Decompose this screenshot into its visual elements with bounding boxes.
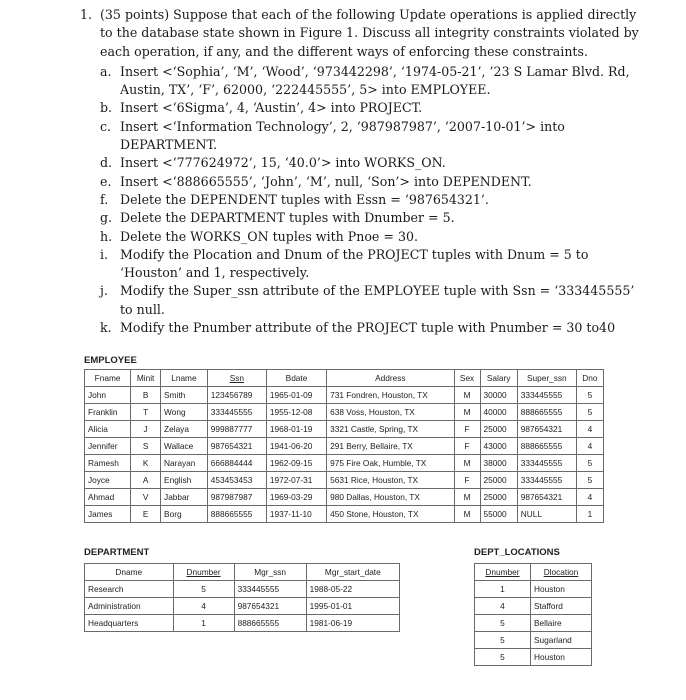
column-header: Super_ssn	[517, 370, 576, 387]
column-header: Dnumber	[173, 564, 234, 581]
table-cell: 333445555	[517, 472, 576, 489]
table-cell: 4	[173, 598, 234, 615]
table-cell: V	[131, 489, 161, 506]
item-letter: e.	[100, 173, 112, 189]
table-cell: Headquarters	[85, 615, 174, 632]
table-header-row	[85, 564, 400, 581]
table-cell: 30000	[480, 387, 517, 404]
table-cell: Smith	[161, 387, 208, 404]
table-cell: 1972-07-31	[266, 472, 326, 489]
operation-item-c	[80, 118, 640, 155]
column-header: Dno	[576, 370, 603, 387]
table-cell: 987654321	[234, 598, 306, 615]
table-cell: John	[85, 387, 131, 404]
table-cell: 4	[576, 421, 603, 438]
table-cell: 1937-11-10	[266, 506, 326, 523]
table-cell: 1995-01-01	[306, 598, 399, 615]
table-row	[85, 404, 604, 421]
table-cell: 1	[576, 506, 603, 523]
table-cell: A	[131, 472, 161, 489]
table-row	[475, 649, 592, 666]
table-row	[475, 598, 592, 615]
table-cell: 731 Fondren, Houston, TX	[327, 387, 454, 404]
table-cell: 1962-09-15	[266, 455, 326, 472]
item-text: Insert <‘6Sigma’, 4, ‘Austin’, 4> into PROJECT.	[120, 100, 423, 116]
operation-item-j	[80, 282, 640, 319]
item-text: Insert <‘Sophia’, ‘M’, ‘Wood’, ‘973442298’, ‘1974-05-21’, ’23 S Lamar Blvd. Rd, Austin, TX’, ‘F’, 62000, ‘222445555’, 5> into EMPLOYEE.	[120, 63, 630, 98]
table-cell: E	[131, 506, 161, 523]
table-cell: M	[454, 455, 480, 472]
table-cell: Joyce	[85, 472, 131, 489]
table-cell: Wallace	[161, 438, 208, 455]
item-text: Insert <‘Information Technology’, 2, ‘987987987’, ‘2007-10-01’> into DEPARTMENT.	[120, 118, 565, 153]
column-header: Bdate	[266, 370, 326, 387]
item-letter: i.	[100, 246, 109, 262]
table-cell: 5	[475, 615, 531, 632]
table-cell: 25000	[480, 421, 517, 438]
table-cell: 38000	[480, 455, 517, 472]
table-cell: 1988-05-22	[306, 581, 399, 598]
table-cell: K	[131, 455, 161, 472]
table-row	[475, 615, 592, 632]
dept-locations-table	[474, 563, 592, 666]
table-cell: 5	[475, 632, 531, 649]
table-cell: Houston	[530, 649, 591, 666]
table-cell: M	[454, 506, 480, 523]
table-cell: B	[131, 387, 161, 404]
operation-item-a	[80, 63, 640, 100]
dept-locations-table-title: DEPT_LOCATIONS	[474, 547, 560, 558]
table-cell: 5	[576, 404, 603, 421]
table-cell: 1969-03-29	[266, 489, 326, 506]
table-cell: English	[161, 472, 208, 489]
table-cell: 40000	[480, 404, 517, 421]
table-cell: NULL	[517, 506, 576, 523]
table-cell: 43000	[480, 438, 517, 455]
item-text: Modify the Pnumber attribute of the PROJECT tuple with Pnumber = 30 to40	[120, 320, 616, 336]
table-row	[85, 421, 604, 438]
table-cell: 4	[576, 489, 603, 506]
table-row	[85, 489, 604, 506]
table-cell: 333445555	[207, 404, 266, 421]
table-row	[475, 581, 592, 598]
table-row	[85, 472, 604, 489]
operation-item-i	[80, 246, 640, 283]
table-cell: 25000	[480, 489, 517, 506]
column-header: Mgr_start_date	[306, 564, 399, 581]
table-cell: 1955-12-08	[266, 404, 326, 421]
table-cell: Jabbar	[161, 489, 208, 506]
table-cell: 1	[475, 581, 531, 598]
table-cell: 1968-01-19	[266, 421, 326, 438]
employee-table	[84, 369, 604, 523]
table-cell: T	[131, 404, 161, 421]
table-cell: 450 Stone, Houston, TX	[327, 506, 454, 523]
question-block	[80, 6, 640, 337]
table-cell: M	[454, 489, 480, 506]
question-intro: (35 points) Suppose that each of the following Update operations is applied directly to the database state shown in Figure 1. Discuss all integrity constraints violated by each operation, if any, and the different ways of enforcing these constraints.	[100, 7, 639, 59]
table-cell: Narayan	[161, 455, 208, 472]
table-cell: 638 Voss, Houston, TX	[327, 404, 454, 421]
column-header: Ssn	[207, 370, 266, 387]
operation-item-b	[80, 99, 640, 117]
table-row	[475, 632, 592, 649]
table-cell: 987654321	[207, 438, 266, 455]
table-cell: 123456789	[207, 387, 266, 404]
table-cell: M	[454, 387, 480, 404]
operation-item-h	[80, 228, 640, 246]
table-row	[85, 387, 604, 404]
table-cell: Houston	[530, 581, 591, 598]
table-cell: 999887777	[207, 421, 266, 438]
table-cell: 987654321	[517, 421, 576, 438]
operation-item-d	[80, 154, 640, 172]
column-header: Lname	[161, 370, 208, 387]
operation-list	[80, 63, 640, 337]
table-cell: Alicia	[85, 421, 131, 438]
table-cell: Jennifer	[85, 438, 131, 455]
column-header: Address	[327, 370, 454, 387]
table-cell: 1965-01-09	[266, 387, 326, 404]
table-cell: 5	[576, 472, 603, 489]
table-row	[85, 506, 604, 523]
table-cell: F	[454, 421, 480, 438]
employee-table-title: EMPLOYEE	[84, 355, 137, 366]
column-header: Mgr_ssn	[234, 564, 306, 581]
item-text: Insert <‘888665555’, ‘John’, ‘M’, null, ‘Son’> into DEPENDENT.	[120, 173, 532, 189]
table-cell: 1	[173, 615, 234, 632]
item-letter: d.	[100, 155, 113, 171]
table-cell: 5	[173, 581, 234, 598]
item-letter: b.	[100, 100, 113, 116]
item-text: Modify the Plocation and Dnum of the PROJECT tuples with Dnum = 5 to ‘Houston’ and 1, respectively.	[120, 246, 589, 281]
table-cell: 5	[576, 387, 603, 404]
table-cell: 453453453	[207, 472, 266, 489]
column-header: Dname	[85, 564, 174, 581]
item-letter: c.	[100, 118, 112, 134]
table-cell: F	[454, 438, 480, 455]
item-letter: h.	[100, 228, 113, 244]
table-cell: 55000	[480, 506, 517, 523]
department-table-title: DEPARTMENT	[84, 547, 150, 558]
operation-item-e	[80, 173, 640, 191]
item-text: Delete the DEPARTMENT tuples with Dnumber = 5.	[120, 210, 455, 226]
item-text: Insert <‘777624972’, 15, ‘40.0’> into WORKS_ON.	[120, 155, 446, 171]
table-cell: James	[85, 506, 131, 523]
table-cell: 987987987	[207, 489, 266, 506]
column-header: Sex	[454, 370, 480, 387]
table-cell: 25000	[480, 472, 517, 489]
table-cell: Franklin	[85, 404, 131, 421]
table-row	[85, 438, 604, 455]
table-row	[85, 455, 604, 472]
question-number: 1.	[80, 7, 93, 22]
table-cell: 333445555	[517, 455, 576, 472]
table-header-row	[85, 370, 604, 387]
table-row	[85, 581, 400, 598]
table-cell: F	[454, 472, 480, 489]
table-cell: Ahmad	[85, 489, 131, 506]
operation-item-g	[80, 209, 640, 227]
operation-item-k	[80, 319, 640, 337]
table-cell: 3321 Castle, Spring, TX	[327, 421, 454, 438]
table-cell: 4	[576, 438, 603, 455]
table-row	[85, 598, 400, 615]
column-header: Minit	[131, 370, 161, 387]
column-header: Fname	[85, 370, 131, 387]
table-cell: Wong	[161, 404, 208, 421]
table-cell: Administration	[85, 598, 174, 615]
table-cell: 291 Berry, Bellaire, TX	[327, 438, 454, 455]
table-cell: 1941-06-20	[266, 438, 326, 455]
item-text: Delete the DEPENDENT tuples with Essn = ‘987654321’.	[120, 191, 489, 207]
table-cell: 333445555	[517, 387, 576, 404]
table-cell: 888665555	[234, 615, 306, 632]
table-header-row	[475, 564, 592, 581]
item-letter: f.	[100, 191, 109, 207]
item-text: Modify the Super_ssn attribute of the EMPLOYEE tuple with Ssn = ‘333445555’ to null.	[120, 283, 635, 317]
table-cell: Research	[85, 581, 174, 598]
column-header: Salary	[480, 370, 517, 387]
table-cell: 987654321	[517, 489, 576, 506]
table-cell: J	[131, 421, 161, 438]
table-cell: 666884444	[207, 455, 266, 472]
department-table	[84, 563, 400, 632]
table-cell: 888665555	[207, 506, 266, 523]
table-cell: 4	[475, 598, 531, 615]
item-letter: j.	[100, 283, 108, 299]
item-letter: g.	[100, 210, 113, 226]
operation-item-f	[80, 191, 640, 209]
table-cell: 980 Dallas, Houston, TX	[327, 489, 454, 506]
column-header: Dlocation	[530, 564, 591, 581]
table-row	[85, 615, 400, 632]
table-cell: 5	[475, 649, 531, 666]
table-cell: Bellaire	[530, 615, 591, 632]
table-cell: 975 Fire Oak, Humble, TX	[327, 455, 454, 472]
table-cell: Zelaya	[161, 421, 208, 438]
table-cell: 1981-06-19	[306, 615, 399, 632]
item-text: Delete the WORKS_ON tuples with Pnoe = 30.	[120, 228, 418, 244]
column-header: Dnumber	[475, 564, 531, 581]
table-cell: Ramesh	[85, 455, 131, 472]
table-cell: 5631 Rice, Houston, TX	[327, 472, 454, 489]
table-cell: S	[131, 438, 161, 455]
table-cell: 888665555	[517, 438, 576, 455]
item-letter: a.	[100, 63, 112, 79]
table-cell: Stafford	[530, 598, 591, 615]
item-letter: k.	[100, 320, 112, 336]
table-cell: 888665555	[517, 404, 576, 421]
table-cell: Borg	[161, 506, 208, 523]
table-cell: Sugarland	[530, 632, 591, 649]
table-cell: M	[454, 404, 480, 421]
table-cell: 333445555	[234, 581, 306, 598]
table-cell: 5	[576, 455, 603, 472]
